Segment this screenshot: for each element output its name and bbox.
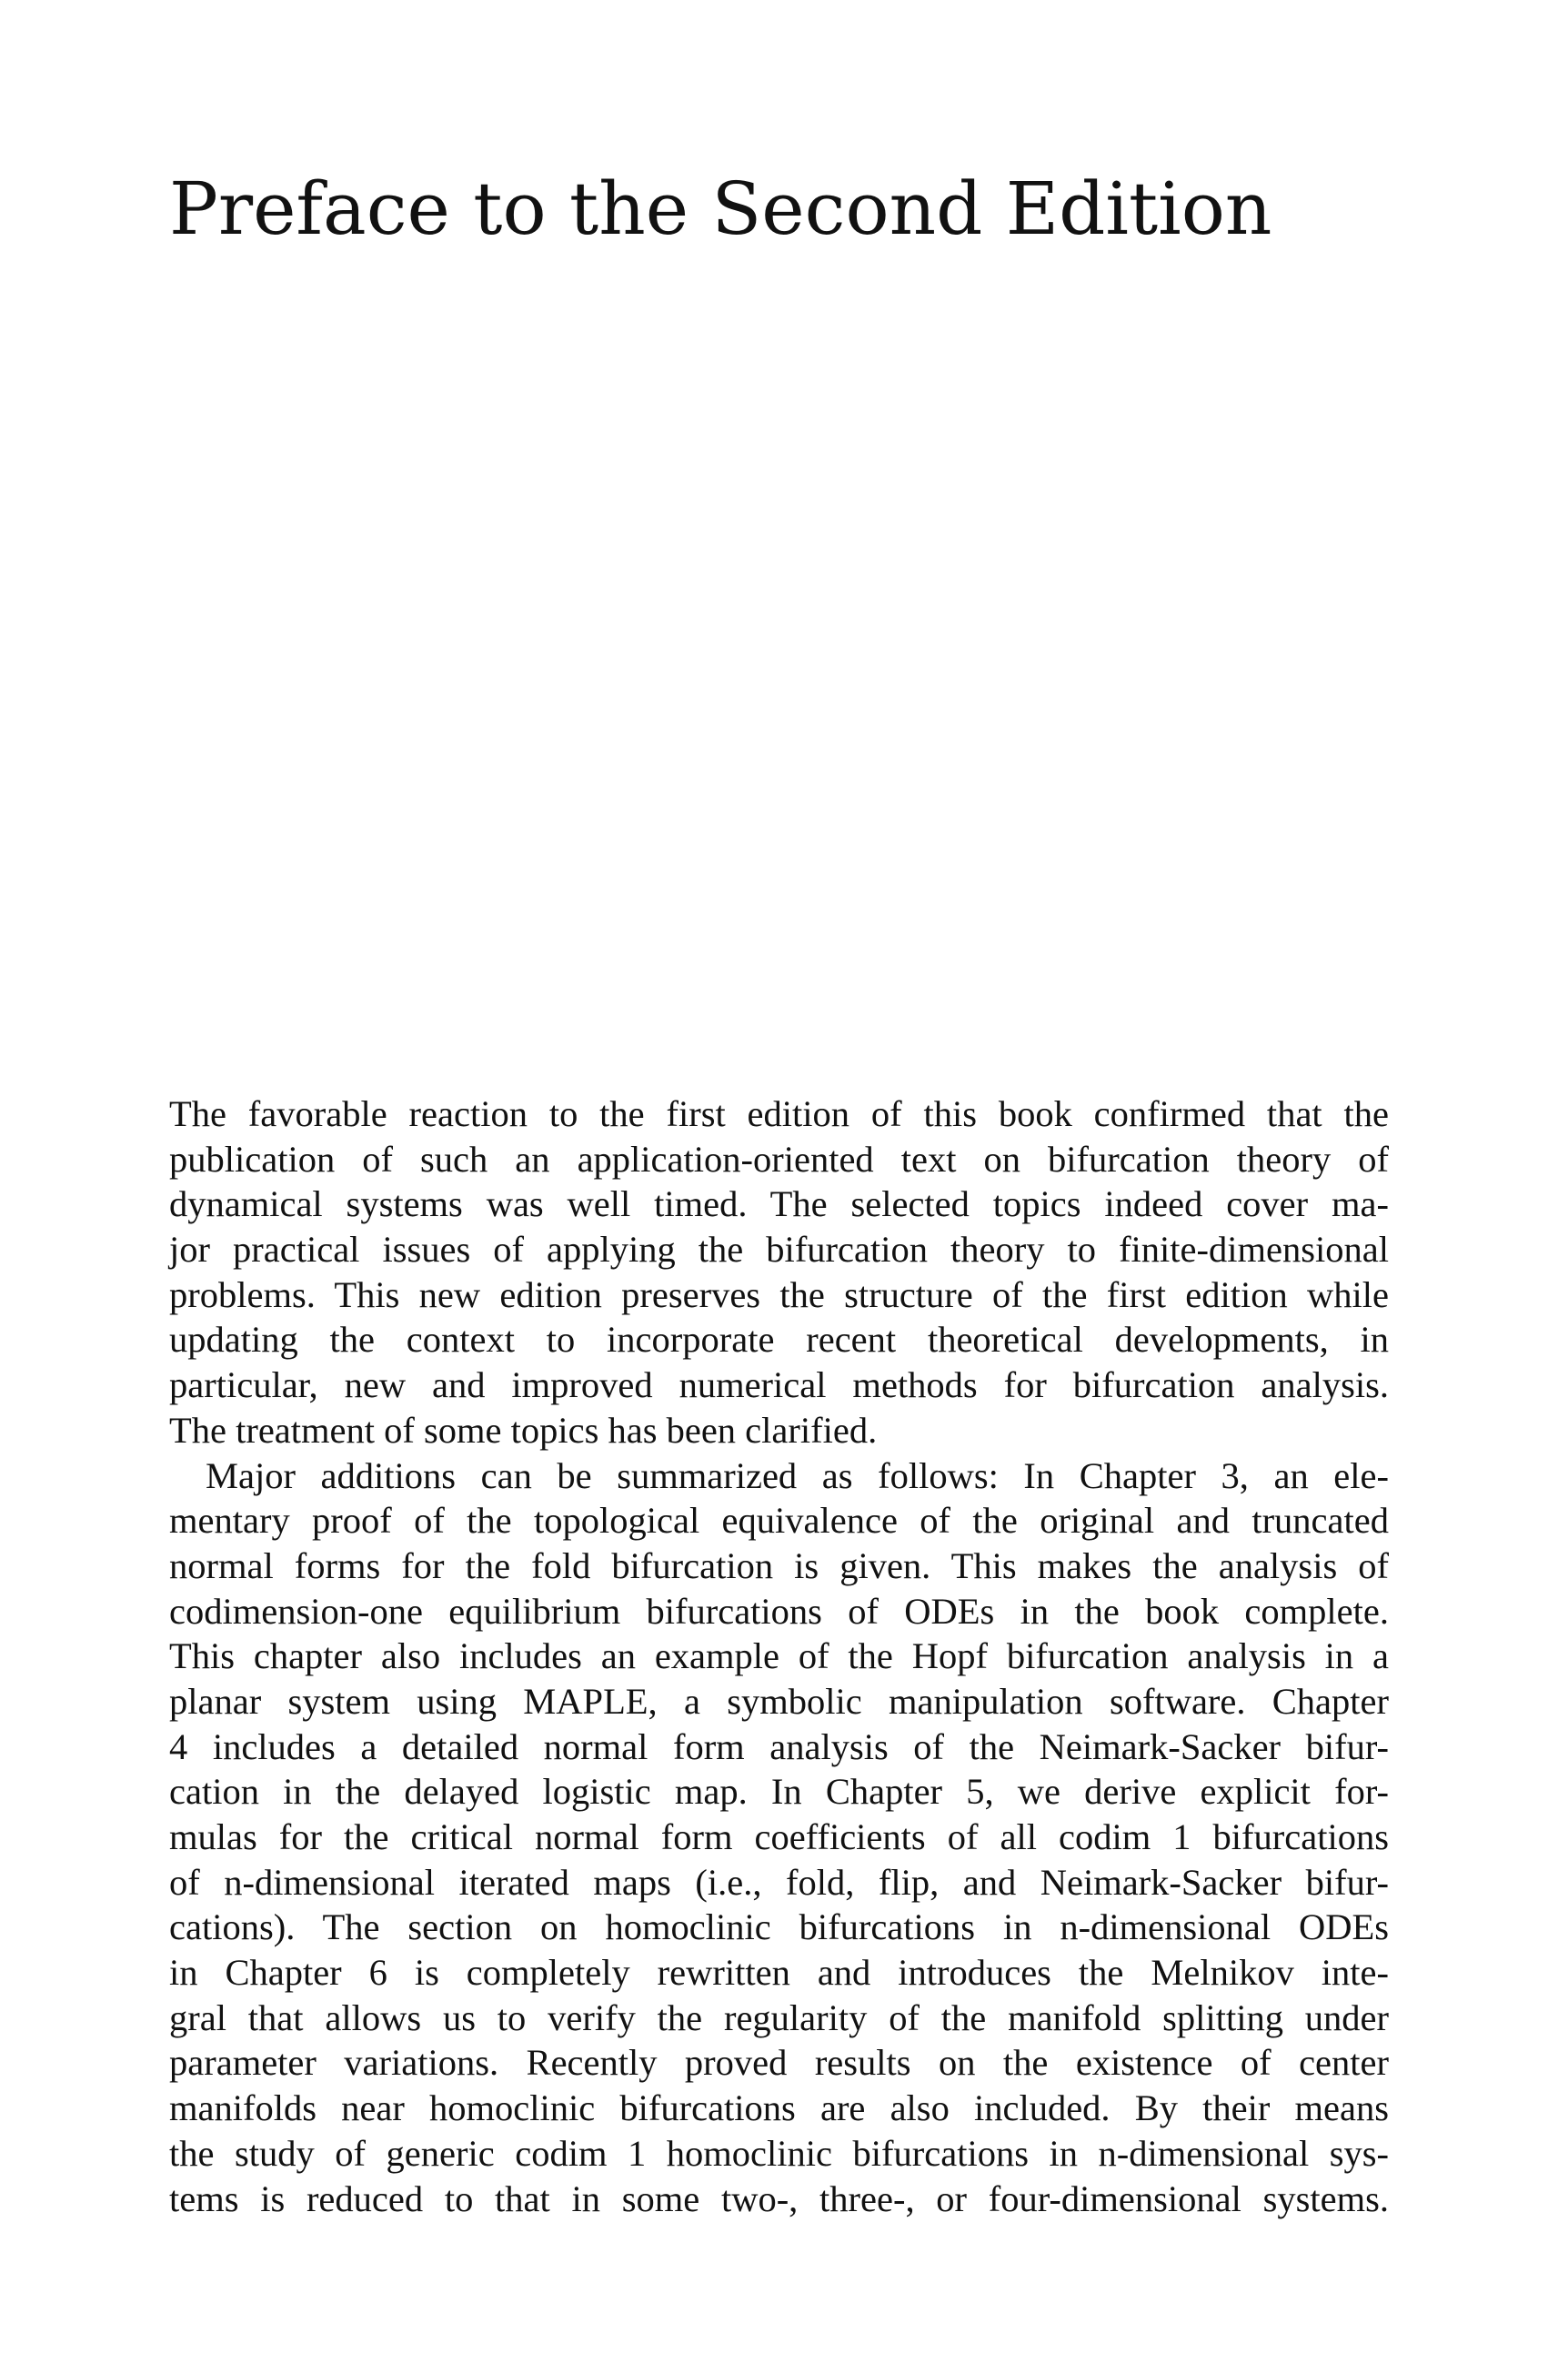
text-line: of n-dimensional iterated maps (i.e., fold, flip, and Neimark-Sacker bifur- <box>169 1861 1389 1903</box>
text-line: jor practical issues of applying the bifurcation theory to finite-dimensional <box>169 1229 1389 1271</box>
text-line: particular, new and improved numerical methods for bifurcation analysis. <box>169 1364 1389 1406</box>
text-line: Major additions can be summarized as follows: In Chapter 3, an ele- <box>206 1454 1389 1496</box>
paragraph-1 <box>169 1091 1389 1453</box>
text-line: in Chapter 6 is completely rewritten and introduces the Melnikov inte- <box>169 1952 1389 1994</box>
preface-body <box>169 1091 1389 2221</box>
text-line: publication of such an application-oriented text on bifurcation theory of <box>169 1138 1389 1180</box>
text-line: cations). The section on homoclinic bifurcations in n-dimensional ODEs <box>169 1906 1389 1948</box>
text-line: tems is reduced to that in some two-, three-, or four-dimensional systems. <box>169 2177 1389 2219</box>
text-line: The favorable reaction to the first edition of this book confirmed that the <box>169 1093 1389 1134</box>
text-line: normal forms for the fold bifurcation is given. This makes the analysis of <box>169 1544 1389 1586</box>
page-title: Preface to the Second Edition <box>169 166 1272 251</box>
text-line: problems. This new edition preserves the structure of the first edition while <box>169 1273 1389 1315</box>
text-line: dynamical systems was well timed. The selected topics indeed cover ma- <box>169 1183 1389 1225</box>
text-line: parameter variations. Recently proved results on the existence of center <box>169 2042 1389 2084</box>
text-line: gral that allows us to verify the regularity of the manifold splitting under <box>169 1996 1389 2038</box>
paragraph-2 <box>169 1453 1389 2222</box>
text-line: the study of generic codim 1 homoclinic bifurcations in n-dimensional sys- <box>169 2132 1389 2174</box>
text-line: codimension-one equilibrium bifurcations of ODEs in the book complete. <box>169 1590 1389 1632</box>
text-line: This chapter also includes an example of the Hopf bifurcation analysis in a <box>169 1635 1389 1677</box>
text-line: cation in the delayed logistic map. In Chapter 5, we derive explicit for- <box>169 1771 1389 1813</box>
text-line: planar system using MAPLE, a symbolic manipulation software. Chapter <box>169 1680 1389 1722</box>
text-line: updating the context to incorporate recent theoretical developments, in <box>169 1319 1389 1361</box>
text-line: mentary proof of the topological equivalence of the original and truncated <box>169 1500 1389 1542</box>
text-line: The treatment of some topics has been clarified. <box>169 1409 878 1451</box>
text-line: manifolds near homoclinic bifurcations are also included. By their means <box>169 2087 1389 2129</box>
text-line: mulas for the critical normal form coefficients of all codim 1 bifurcations <box>169 1816 1389 1857</box>
text-line: 4 includes a detailed normal form analysis of the Neimark-Sacker bifur- <box>169 1725 1389 1767</box>
